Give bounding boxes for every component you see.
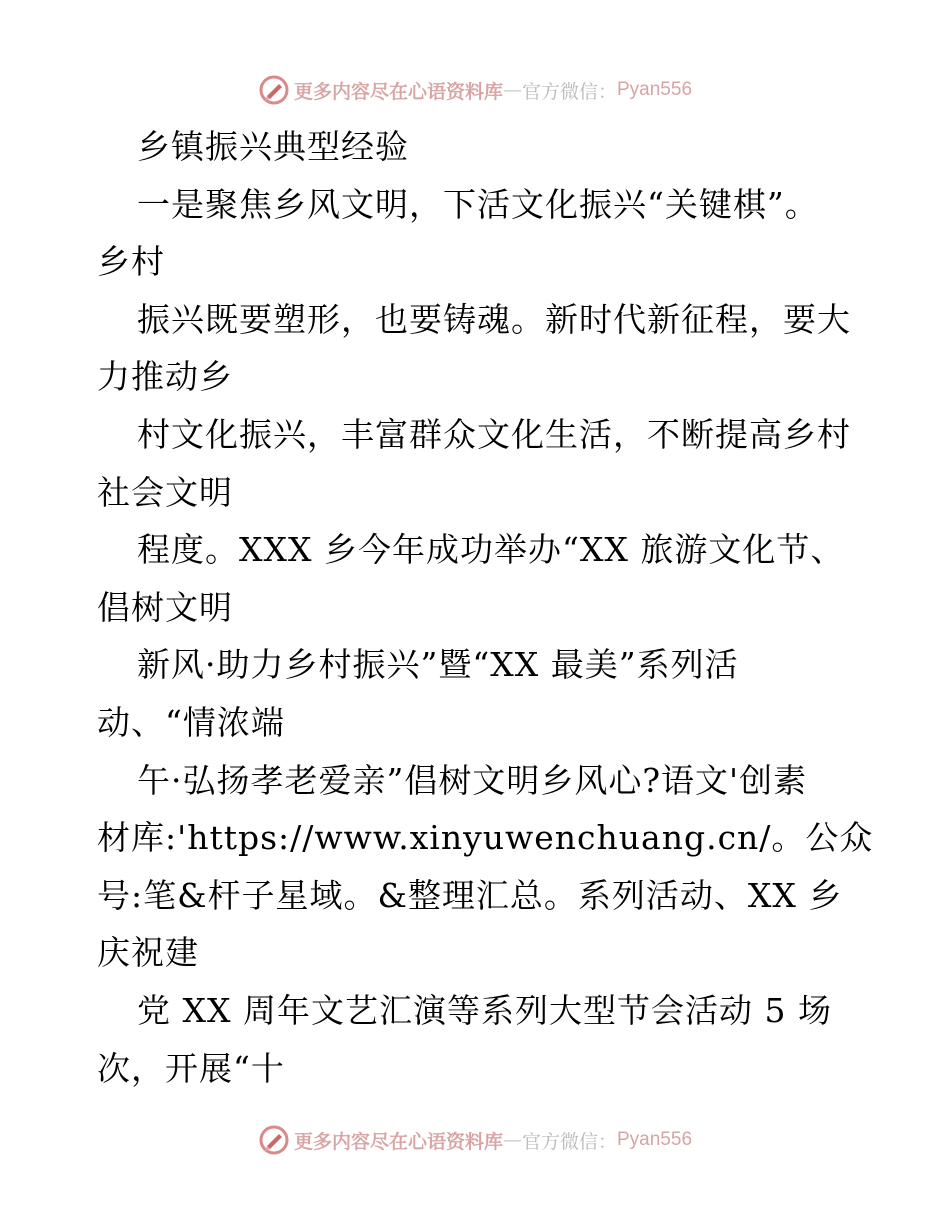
text-line: 材库:'https://www.xinyuwenchuang.cn/。公众: [97, 818, 874, 858]
text-line: 动、“情浓端: [97, 702, 285, 742]
text-line: 号:笔&杆子星域。&整理汇总。系列活动、XX 乡: [97, 875, 843, 915]
pen-logo-icon: [258, 74, 290, 106]
banner-wechat-label: 官方微信：: [521, 1130, 617, 1153]
text-line: 力推动乡: [97, 357, 233, 397]
text-line: 新风·助力乡村振兴”暨“XX 最美”系列活: [137, 645, 739, 685]
text-line: 乡村: [97, 242, 165, 282]
banner-text: 更多内容尽在心语资料库: [293, 80, 503, 103]
text-line: 次，开展“十: [97, 1048, 285, 1088]
text-line: 倡树文明: [97, 587, 233, 627]
footer-watermark-banner: [0, 1120, 950, 1160]
banner-wechat-label: 官方微信：: [521, 80, 617, 103]
document-title: 乡镇振兴典型经验: [137, 127, 409, 166]
text-line: 程度。XXX 乡今年成功举办“XX 旅游文化节、: [137, 530, 845, 570]
text-line: 振兴既要塑形，也要铸魂。新时代新征程，要大: [137, 299, 851, 339]
pen-logo-icon: [258, 1124, 290, 1156]
text-line: 午·弘扬孝老爱亲”倡树文明乡风心?语文'创素: [137, 760, 808, 800]
banner-wechat-id: Pyan556: [617, 1129, 693, 1150]
header-watermark-banner: [0, 70, 950, 110]
banner-separator: —: [502, 1129, 522, 1151]
text-line: 村文化振兴，丰富群众文化生活，不断提高乡村: [137, 414, 851, 454]
document-body: [97, 118, 874, 1097]
text-line: 党 XX 周年文艺汇演等系列大型节会活动 5 场: [137, 990, 832, 1030]
text-line: 社会文明: [97, 472, 233, 512]
banner-wechat-id: Pyan556: [617, 79, 693, 100]
banner-separator: —: [502, 79, 522, 101]
text-line: 一是聚焦乡风文明，下活文化振兴“关键棋”。: [137, 184, 819, 224]
banner-text: 更多内容尽在心语资料库: [293, 1130, 503, 1153]
text-line: 庆祝建: [97, 933, 199, 973]
